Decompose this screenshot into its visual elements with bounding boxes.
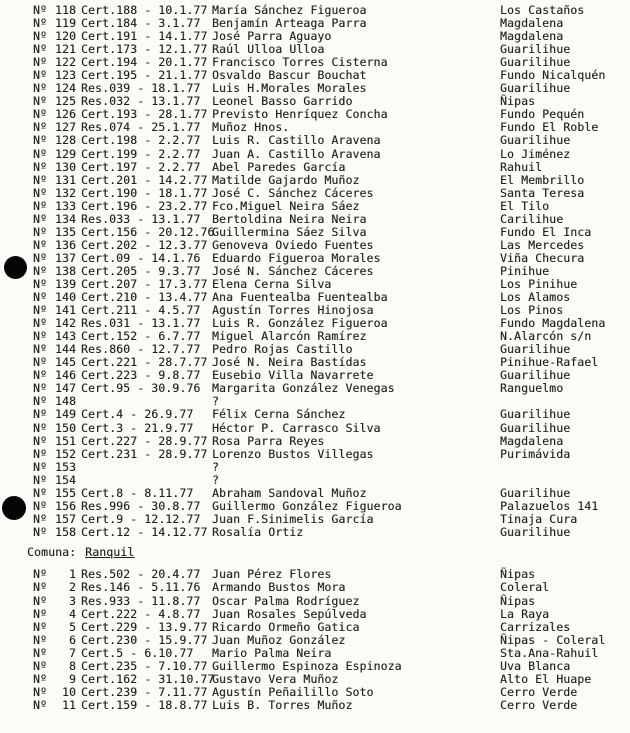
row-document-ref: Cert.8 - 8.11.77 [81,485,194,500]
row-no-symbol: Nº [33,658,48,673]
row-person-name: José Parra Aguayo [212,29,332,44]
row-no-symbol: Nº [33,407,48,422]
row-person-name: María Sánchez Figueroa [212,3,367,17]
list-item [33,422,630,435]
comuna-name: Ranquil [85,544,135,559]
row-place: Santa Teresa [500,185,585,200]
row-place: Ñipas [500,94,536,109]
list-item [33,500,630,513]
row-no-symbol: Nº [33,172,48,187]
list-item [33,239,630,252]
row-no-symbol: Nº [33,316,48,331]
row-no-symbol: Nº [33,511,48,526]
row-no-symbol: Nº [33,472,48,487]
row-document-ref: Cert.191 - 14.1.77 [81,29,208,44]
row-place: Alto El Huape [500,671,592,686]
row-no-symbol: Nº [33,55,48,70]
row-person-name: Leonel Basso Garrido [212,94,353,109]
row-number: 10 [61,684,76,699]
row-document-ref: Res.039 - 18.1.77 [81,81,201,96]
row-person-name: ? [212,472,220,487]
row-number: 2 [68,580,76,595]
row-no-symbol: Nº [33,29,48,44]
row-number: 154 [55,472,77,487]
row-no-symbol: Nº [33,524,48,539]
row-place: El Membrillo [500,172,585,187]
registry-list-ranquil [0,568,630,712]
row-document-ref [77,474,212,487]
list-item [33,213,630,226]
row-number: 123 [55,68,77,83]
row-no-symbol: Nº [33,276,48,291]
row-no-symbol: Nº [33,606,48,621]
row-place: Ñipas [500,567,536,582]
row-place: Tinaja Cura [500,511,578,526]
row-number: 119 [55,16,77,31]
row-place: Viña Checura [500,250,585,265]
row-document-ref: Res.502 - 20.4.77 [81,567,201,582]
row-person-name: Ana Fuentealba Fuentealba [212,290,388,305]
row-person-name: Bertoldina Neira Neira [212,211,367,226]
row-number: 126 [55,107,77,122]
row-place: Guarilihue [500,524,571,539]
row-document-ref: Cert.152 - 6.7.77 [81,329,201,344]
row-person-name: José C. Sánchez Cáceres [212,185,374,200]
comuna-label: Comuna: [27,544,77,559]
row-number: 148 [55,394,77,409]
row-place: Magdalena [500,433,564,448]
list-item [33,461,630,474]
row-document-ref: Cert.95 - 30.9.76 [81,381,201,396]
list-item [33,673,630,686]
row-no-symbol: Nº [33,381,48,396]
row-document-ref: Res.146 - 5.11.76 [81,580,201,595]
row-place: Ñipas [500,593,536,608]
row-document-ref: Cert.207 - 17.3.77 [81,276,208,291]
row-no-symbol: Nº [33,433,48,448]
row-no-symbol: Nº [33,159,48,174]
row-document-ref: Res.031 - 13.1.77 [81,316,201,331]
list-item [33,595,630,608]
row-person-name: Juan Muñoz González [212,632,346,647]
list-item [33,686,630,699]
row-document-ref: Cert.4 - 26.9.77 [81,407,194,422]
row-number: 151 [55,433,77,448]
row-place [500,474,630,487]
row-number: 130 [55,159,77,174]
row-number: 11 [61,697,76,712]
row-no-symbol: Nº [33,329,48,344]
row-number: 141 [55,303,77,318]
row-place: Palazuelos 141 [500,498,599,513]
row-number: 120 [55,29,77,44]
row-number: 5 [68,619,76,634]
row-document-ref: Cert.199 - 2.2.77 [81,146,201,161]
row-person-name: Juan Pérez Flores [212,567,332,582]
row-number: 145 [55,355,77,370]
row-number: 129 [55,146,77,161]
row-number: 153 [55,459,77,474]
row-place: Sta.Ana-Rahuil [500,645,599,660]
row-no-symbol: Nº [33,263,48,278]
row-no-symbol: Nº [33,81,48,96]
row-person-name: Juan Rosales Sepúlveda [212,606,367,621]
list-item [33,513,630,526]
list-item [33,134,630,147]
row-document-ref: Cert.223 - 9.8.77 [81,368,201,383]
list-item [33,382,630,395]
row-document-ref: Cert.201 - 14.2.77 [81,172,208,187]
row-document-ref: Cert.5 - 6.10.77 [81,645,194,660]
row-number: 135 [55,224,77,239]
row-person-name: Luis R. Castillo Aravena [212,133,381,148]
row-number: 125 [55,94,77,109]
row-place: Guarilihue [500,342,571,357]
row-document-ref: Cert.198 - 2.2.77 [81,133,201,148]
row-document-ref: Res.933 - 11.8.77 [81,593,201,608]
row-place: Carrizales [500,619,571,634]
row-document-ref: Cert.173 - 12.1.77 [81,42,208,57]
row-person-name: Fco.Miguel Neira Sáez [212,198,360,213]
row-place: Las Mercedes [500,237,585,252]
row-place: Fundo Pequén [500,107,585,122]
row-person-name: Luis H.Morales Morales [212,81,367,96]
row-place: Pinihue [500,263,550,278]
row-person-name: Genoveva Oviedo Fuentes [212,237,374,252]
row-no-symbol: Nº [33,211,48,226]
row-number: 7 [68,645,76,660]
list-item [33,148,630,161]
row-number: 150 [55,420,77,435]
row-place: Fundo El Inca [500,224,592,239]
row-number: 156 [55,498,77,513]
row-person-name: Guillermo Espinoza Espinoza [212,658,402,673]
row-no-symbol: Nº [33,42,48,57]
row-number: 139 [55,276,77,291]
row-number: 152 [55,446,77,461]
row-person-name: Rosalía Ortiz [212,524,304,539]
row-number: 6 [68,632,76,647]
row-document-ref: Cert.3 - 21.9.77 [81,420,194,435]
row-place: Purimávida [500,446,571,461]
row-number: 142 [55,316,77,331]
row-document-ref: Cert.9 - 12.12.77 [81,511,201,526]
row-person-name: Lorenzo Bustos Villegas [212,446,374,461]
row-person-name: Agustín Torres Hinojosa [212,303,374,318]
row-place: Ranguelmo [500,381,564,396]
row-place: Los Castaños [500,3,585,17]
row-document-ref: Cert.188 - 10.1.77 [81,3,208,17]
row-document-ref: Cert.211 - 4.5.77 [81,303,201,318]
row-document-ref: Cert.09 - 14.1.76 [81,250,201,265]
row-person-name: Juan A. Castillo Aravena [212,146,381,161]
row-no-symbol: Nº [33,16,48,31]
row-number: 146 [55,368,77,383]
row-document-ref: Cert.239 - 7.11.77 [81,684,208,699]
row-number: 147 [55,381,77,396]
row-person-name: Abraham Sandoval Muñoz [212,485,367,500]
list-item [33,660,630,673]
row-place: Rahuil [500,159,543,174]
row-no-symbol: Nº [33,237,48,252]
row-place: Guarilihue [500,485,571,500]
row-number: 3 [68,593,76,608]
row-person-name: Abel Paredes García [212,159,346,174]
row-place: Uva Blanca [500,658,571,673]
row-person-name: Ricardo Ormeño Gatica [212,619,360,634]
row-number: 133 [55,198,77,213]
row-no-symbol: Nº [33,394,48,409]
row-document-ref: Cert.156 - 20.12.76 [81,224,215,239]
list-item [33,487,630,500]
row-person-name: Previsto Henríquez Concha [212,107,388,122]
row-no-symbol: Nº [33,368,48,383]
row-number: 121 [55,42,77,57]
list-item [33,252,630,265]
row-document-ref: Cert.184 - 3.1.77 [81,16,201,31]
row-no-symbol: Nº [33,3,48,17]
row-document-ref [77,461,212,474]
row-no-symbol: Nº [33,120,48,135]
row-number: 127 [55,120,77,135]
row-place: Lo Jiménez [500,146,571,161]
row-number: 118 [55,3,77,17]
row-place: Cerro Verde [500,684,578,699]
row-document-ref: Cert.231 - 28.9.77 [81,446,208,461]
row-document-ref: Res.074 - 25.1.77 [81,120,201,135]
row-person-name: Félix Cerna Sánchez [212,407,346,422]
list-item [33,621,630,634]
row-number: 136 [55,237,77,252]
margin-filled-dot-icon [4,256,27,279]
list-item [33,608,630,621]
row-place: Cerro Verde [500,697,578,712]
row-person-name: Luis B. Torres Muñoz [212,697,353,712]
list-item [33,581,630,594]
row-document-ref: Cert.193 - 28.1.77 [81,107,208,122]
row-place: Ñipas - Coleral [500,632,606,647]
list-item [33,226,630,239]
list-item [33,435,630,448]
row-no-symbol: Nº [33,250,48,265]
row-no-symbol: Nº [33,224,48,239]
list-item [33,448,630,461]
row-no-symbol: Nº [33,671,48,686]
row-no-symbol: Nº [33,632,48,647]
row-number: 131 [55,172,77,187]
row-place: Magdalena [500,16,564,31]
row-document-ref: Cert.196 - 23.2.77 [81,198,208,213]
row-person-name: Guillermina Sáez Silva [212,224,367,239]
row-person-name: Eduardo Figueroa Morales [212,250,381,265]
row-person-name: ? [212,394,220,409]
row-no-symbol: Nº [33,185,48,200]
row-document-ref: Cert.230 - 15.9.77 [81,632,208,647]
row-number: 157 [55,511,77,526]
row-person-name: Rosa Parra Reyes [212,433,325,448]
row-no-symbol: Nº [33,133,48,148]
row-no-symbol: Nº [33,619,48,634]
row-place: Fundo Magdalena [500,316,606,331]
list-item [33,187,630,200]
row-person-name: Raúl Ulloa Ulloa [212,42,325,57]
list-item [33,161,630,174]
row-person-name: Héctor P. Carrasco Silva [212,420,381,435]
row-place: Fundo Nicalquén [500,68,606,83]
row-place: Pinihue-Rafael [500,355,599,370]
row-person-name: Miguel Alarcón Ramírez [212,329,367,344]
row-place: Guarilihue [500,420,571,435]
row-number: 138 [55,263,77,278]
row-no-symbol: Nº [33,107,48,122]
row-person-name: Pedro Rojas Castillo [212,342,353,357]
row-number: 140 [55,290,77,305]
row-no-symbol: Nº [33,342,48,357]
row-place [500,461,630,474]
row-person-name: Oscar Palma Rodríguez [212,593,360,608]
row-place: Coleral [500,580,550,595]
row-person-name: Agustín Peñailillo Soto [212,684,374,699]
row-place: Carilihue [500,211,564,226]
row-person-name: Muñoz Hnos. [212,120,290,135]
row-place: La Raya [500,606,550,621]
row-no-symbol: Nº [33,198,48,213]
row-document-ref: Cert.190 - 18.1.77 [81,185,208,200]
row-document-ref: Cert.162 - 31.10.77 [81,671,215,686]
row-no-symbol: Nº [33,68,48,83]
row-place: Los Pinos [500,303,564,318]
row-number: 128 [55,133,77,148]
list-item [33,408,630,421]
row-person-name: Gustavo Vera Muñoz [212,671,339,686]
row-person-name: Benjamín Arteaga Parra [212,16,367,31]
row-person-name: Luis R. González Figueroa [212,316,388,331]
row-document-ref: Cert.195 - 21.1.77 [81,68,208,83]
row-document-ref: Cert.202 - 12.3.77 [81,237,208,252]
row-document-ref: Cert.227 - 28.9.77 [81,433,208,448]
row-no-symbol: Nº [33,446,48,461]
list-item [33,634,630,647]
row-no-symbol: Nº [33,355,48,370]
row-no-symbol: Nº [33,146,48,161]
row-person-name: Armando Bustos Mora [212,580,346,595]
row-no-symbol: Nº [33,290,48,305]
row-document-ref: Cert.229 - 13.9.77 [81,619,208,634]
row-place: Guarilihue [500,55,571,70]
row-place: Guarilihue [500,368,571,383]
row-person-name: José N. Sánchez Cáceres [212,263,374,278]
list-item [33,699,630,712]
row-no-symbol: Nº [33,567,48,582]
row-number: 1 [68,567,76,582]
row-document-ref: Cert.197 - 2.2.77 [81,159,201,174]
row-person-name: Mario Palma Neira [212,645,332,660]
row-document-ref: Cert.12 - 14.12.77 [81,524,208,539]
row-no-symbol: Nº [33,684,48,699]
row-no-symbol: Nº [33,580,48,595]
row-no-symbol: Nº [33,485,48,500]
row-place: Fundo El Roble [500,120,599,135]
row-person-name: José N. Neira Bastídas [212,355,367,370]
row-number: 144 [55,342,77,357]
row-document-ref: Cert.221 - 28.7.77 [81,355,208,370]
row-number: 9 [68,671,76,686]
row-no-symbol: Nº [33,94,48,109]
row-no-symbol: Nº [33,593,48,608]
row-person-name: Margarita González Venegas [212,381,395,396]
row-number: 4 [68,606,76,621]
list-item [33,200,630,213]
row-number: 158 [55,524,77,539]
row-document-ref: Cert.159 - 18.8.77 [81,697,208,712]
row-number: 134 [55,211,77,226]
row-place: Guarilihue [500,133,571,148]
row-no-symbol: Nº [33,420,48,435]
row-number: 124 [55,81,77,96]
row-person-name: Eusebio Villa Navarrete [212,368,374,383]
row-document-ref: Res.996 - 30.8.77 [81,498,201,513]
row-place: Magdalena [500,29,564,44]
row-no-symbol: Nº [33,303,48,318]
row-person-name: Francisco Torres Cisterna [212,55,388,70]
row-no-symbol: Nº [33,697,48,712]
row-document-ref: Res.860 - 12.7.77 [81,342,201,357]
row-number: 122 [55,55,77,70]
row-no-symbol: Nº [33,459,48,474]
row-person-name: Osvaldo Bascur Bouchat [212,68,367,83]
row-place: Guarilihue [500,81,571,96]
row-number: 137 [55,250,77,265]
row-person-name: Juan F.Sinimelis García [212,511,374,526]
list-item [33,174,630,187]
margin-filled-dot-icon-2 [2,496,26,520]
row-place: Los Pinihue [500,276,578,291]
row-person-name: ? [212,459,220,474]
row-person-name: Elena Cerna Silva [212,276,332,291]
row-place: Guarilihue [500,407,571,422]
row-place: Los Alamos [500,290,571,305]
row-document-ref: Cert.205 - 9.3.77 [81,263,201,278]
row-place: N.Alarcón s/n [500,329,592,344]
row-person-name: Guillermo González Figueroa [212,498,402,513]
row-number: 132 [55,185,77,200]
row-number: 143 [55,329,77,344]
row-document-ref: Cert.235 - 7.10.77 [81,658,208,673]
row-place: El Tilo [500,198,550,213]
list-item [33,647,630,660]
row-document-ref: Cert.210 - 13.4.77 [81,290,208,305]
row-no-symbol: Nº [33,645,48,660]
row-no-symbol: Nº [33,498,48,513]
row-place: Guarilihue [500,42,571,57]
row-document-ref: Cert.222 - 4.8.77 [81,606,201,621]
row-person-name: Matilde Gajardo Muñoz [212,172,360,187]
list-item [33,474,630,487]
row-document-ref: Res.032 - 13.1.77 [81,94,201,109]
row-number: 155 [55,485,77,500]
comuna-heading [27,546,630,560]
row-document-ref: Res.033 - 13.1.77 [81,211,201,226]
row-document-ref: Cert.194 - 20.1.77 [81,55,208,70]
row-number: 8 [68,658,76,673]
row-number: 149 [55,407,77,422]
list-item [33,526,630,539]
